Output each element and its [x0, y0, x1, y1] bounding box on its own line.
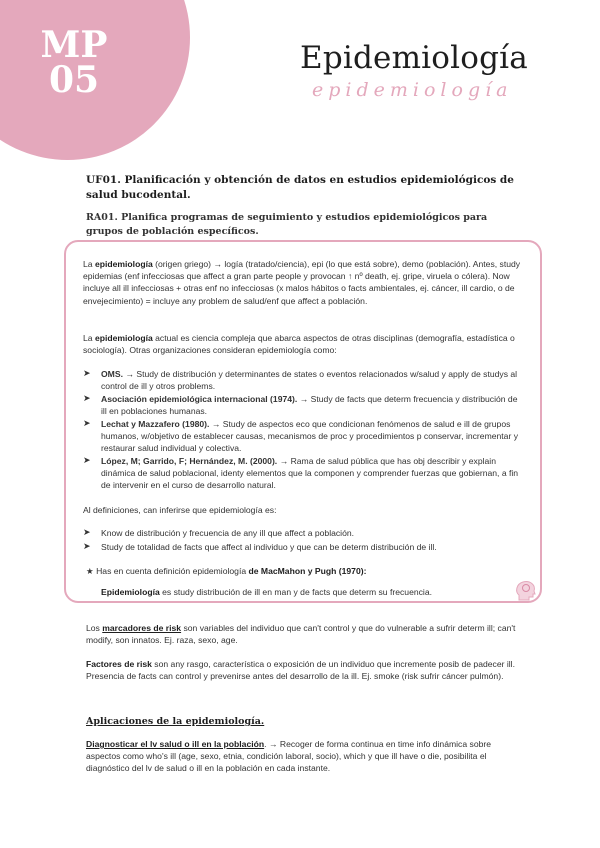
paragraph-factores: Factores de risk son any rasgo, característica o exposición de un individuo que incremente posib de padecer ill. Presencia de facts can control y prevenirse antes del desarrollo de la ill. Ej. smoke (risk sufrir cáncer pulmón). — [86, 659, 515, 682]
paragraph-intro: La epidemiología (origen griego) → logía (tratado/ciencia), epi (lo que está sobre), demo (población). Antes, study epidemias (enf infecciosas que affect a gran parte people y provocan ↑ nº death, ej. gripe, viruela o cólera). Now incluye all ill infecciosas + otras enf no infecciosas (x malos hábitos o facts ambientales, ej. cáncer, ill cardio, o de envejecimiento) = incluye any problem de salud/enf que affect a población. — [83, 259, 521, 306]
badge-line-1: MP — [40, 24, 108, 66]
list-item: Study de totalidad de facts que affect al individuo y que can be determ distribución de ill. — [101, 542, 437, 552]
paragraph-marcadores: Los marcadores de risk son variables del individuo que can't control y que do vulnerable a sufrir determ ill; can't modify, son innatos. Ej. raza, sexo, age. — [86, 623, 516, 646]
star-note: ★ Has en cuenta definición epidemiología de MacMahon y Pugh (1970): — [86, 566, 367, 576]
ra-heading: RA01. Planifica programas de seguimiento y estudios epidemiológicos para grupos de población específicos. — [86, 212, 488, 237]
arrow-bullet-icon: ➤ — [83, 393, 91, 403]
section-heading: Aplicaciones de la epidemiología. — [86, 716, 265, 727]
uf-heading: UF01. Planificación y obtención de datos en estudios epidemiológicos de salud bucodental. — [86, 174, 514, 201]
arrow-bullet-icon: ➤ — [83, 527, 91, 537]
term-diagnosticar: Diagnosticar el lv salud o ill en la población — [86, 739, 265, 749]
macmahon-term: de MacMahon y Pugh (1970): — [248, 566, 367, 576]
paragraph-actual: La epidemiología actual es ciencia compleja que abarca aspectos de otras disciplinas (demografía, estadística o sociología). Otras organizaciones consideran epidemiología como: — [83, 333, 515, 356]
paragraph-inferir: Al definiciones, can inferirse que epidemiología es: — [83, 505, 277, 515]
list-item: Lechat y Mazzafero (1980). → Study de aspectos eco que condicionan fenómenos de salud e ill de grupos humanos, w/objetivo de establecer causas, mecanismos de proc y procedimientos p conservar, incrementar y restaurar salud individual y colectiva. — [101, 419, 518, 454]
module-badge — [34, 24, 114, 101]
page-title: Epidemiología — [300, 40, 528, 76]
definition-quote: Epidemiología es study distribución de ill en man y de facts que determ su frecuencia. — [101, 587, 433, 597]
list-item: Asociación epidemiológica internacional (1974). → Study de facts que determ frecuencia y distribución de ill en poblaciones humanas. — [101, 394, 518, 417]
term-epidemiologia: epidemiología — [94, 259, 153, 269]
arrow-bullet-icon: ➤ — [83, 368, 91, 378]
list-item: OMS. → Study de distribución y determinantes de states o eventos relacionados w/salud y apply de studys al control de ill y otros problems. — [101, 369, 518, 392]
list-item: Know de distribución y frecuencia de any ill que affect a población. — [101, 528, 355, 538]
term-marcadores: marcadores de risk — [102, 623, 182, 633]
list-item: López, M; Garrido, F; Hernández, M. (2000). → Rama de salud pública que has obj describir y explain dinámica de salud poblacional, identy elementos que la componen y comprender fuerzas que gobiernan, a fin de intervenir en el curso de desarrollo natural. — [101, 456, 519, 491]
arrow-bullet-icon: ➤ — [83, 418, 91, 428]
page-subtitle: epidemiología — [312, 79, 513, 101]
term-factores: Factores de risk — [86, 659, 152, 669]
paragraph-diagnosticar: Diagnosticar el lv salud o ill en la población. → Recoger de forma continua en time info dinámica sobre aspectos como who's ill (age, sexo, etnia, condición laboral, socio), which y que ill have o die, posibilita el diagnóstico del lv de salud o ill en la población en cada instante. — [86, 739, 492, 774]
arrow-bullet-icon: ➤ — [83, 541, 91, 551]
brain-head-icon — [513, 578, 539, 604]
term-epidemiologia-2: epidemiología — [94, 333, 153, 343]
badge-line-2: 05 — [48, 59, 100, 101]
arrow-bullet-icon: ➤ — [83, 455, 91, 465]
